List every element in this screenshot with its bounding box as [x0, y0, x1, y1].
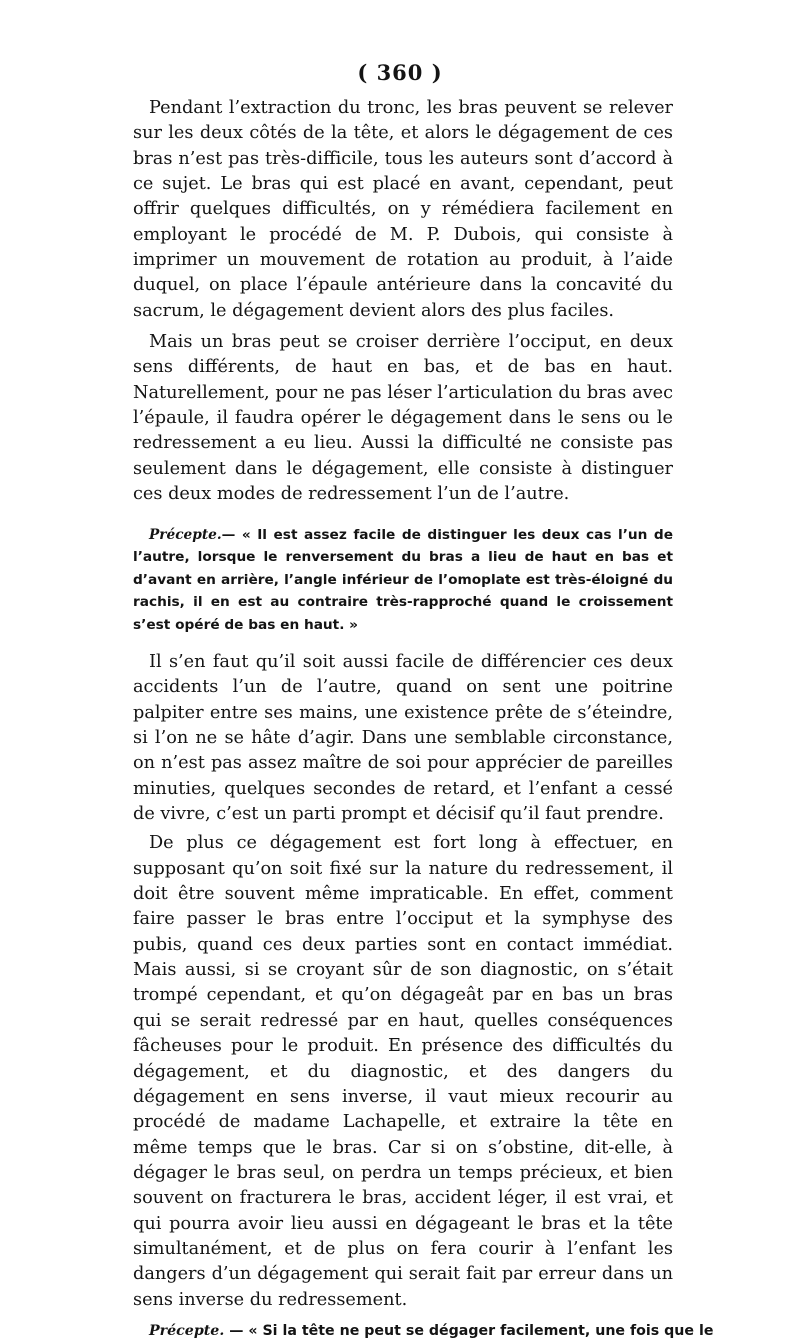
- paragraph-differentiation: Il s’en faut qu’il soit aussi facile de différencier ces deux accidents l’un de l’autre, quand on sent une poitrine palpiter entre ses mains, une existence prête de s’éteindre, si l’on ne se hâte d’agir. Dans une semblable circonstance, on n’est pas assez maître de soi pour apprécier de pareilles minuties, quelques secondes de retard, et l’enfant a cessé de vivre, c’est un parti prompt et décisif qu’il faut prendre.: [133, 652, 673, 825]
- paragraph-arm-extraction: Pendant l’extraction du tronc, les bras peuvent se relever sur les deux côtés de la tête, et alors le dégagement de ces bras n’est pas très-difficile, tous les auteurs sont d’accord à ce sujet. Le bras qui est placé en avant, cependant, peut offrir quelques difficultés, on y rémédiera facilement en employant le procédé de M. P. Dubois, qui consiste à imprimer un mouvement de rotation au produit, à l’aide duquel, on place l’épaule antérieure dans la concavité du sacrum, le dégagement devient alors des plus faciles.: [133, 98, 673, 321]
- precept-quote-continued: [133, 1320, 714, 1342]
- page-number: ( 360 ): [357, 60, 443, 85]
- precept-quote: [133, 524, 673, 637]
- text-column: [133, 96, 714, 1342]
- precept-label-2: Précepte.: [149, 1322, 225, 1339]
- precept-label: Précepte.: [149, 526, 222, 543]
- precept-text-2: — « Si la tête ne peut se dégager facilement, une fois que le: [229, 1322, 714, 1339]
- paragraph-disengagement: De plus ce dégagement est fort long à effectuer, en supposant qu’on soit fixé sur la nature du redressement, il doit être souvent même impraticable. En effet, comment faire passer le bras entre l’occiput et la symphyse des pubis, quand ces deux parties sont en contact immédiat. Mais aussi, si se croyant sûr de son diagnostic, on s’était trompé cependant, et qu’on dégageât par en bas un bras qui se serait redressé par en haut, quelles conséquences fâcheuses pour le produit. En présence des difficultés du dégagement, et du diagnostic, et des dangers du dégagement en sens inverse, il vaut mieux recourir au procédé de madame Lachapelle, et extraire la tête en même temps que le bras. Car si on s’obstine, dit-elle, à dégager le bras seul, on perdra un temps précieux, et bien souvent on fracturera le bras, accident léger, il est vrai, et qui pourra avoir lieu aussi en dégageant le bras et la tête simultanément, et de plus on fera courir à l’enfant les dangers d’un dégagement qui serait fait par erreur dans un sens inverse du redressement.: [133, 833, 673, 1310]
- precept-text: — « Il est assez facile de distinguer les deux cas l’un de l’autre, lorsque le renversement du bras a lieu de haut en bas et d’avant en arrière, l’angle inférieur de l’omoplate est très-éloigné du rachis, il en est au contraire très-rapproché quand le croissement s’est opéré de bas en haut. »: [133, 526, 673, 633]
- paragraph-crossed-arm: Mais un bras peut se croiser derrière l’occiput, en deux sens différents, de haut en bas, et de bas en haut. Naturellement, pour ne pas léser l’articulation du bras avec l’épaule, il faudra opérer le dégagement dans le sens ou le redressement a eu lieu. Aussi la difficulté ne consiste pas seulement dans le dégagement, elle consiste à distinguer ces deux modes de redressement l’un de l’autre.: [133, 332, 673, 505]
